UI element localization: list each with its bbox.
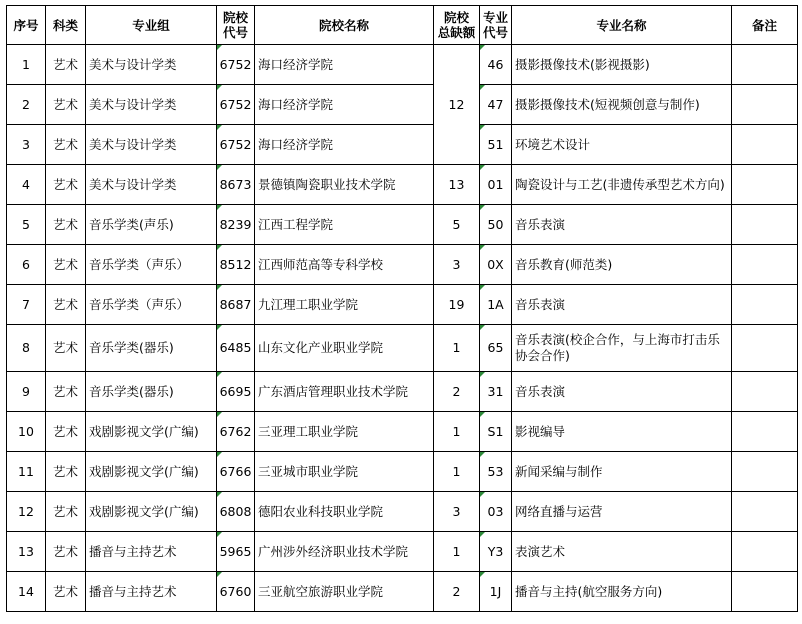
cell-category: 艺术 bbox=[46, 125, 86, 165]
table-row bbox=[7, 45, 798, 85]
cell-category: 艺术 bbox=[46, 572, 86, 612]
cell-school-code: 6760 bbox=[217, 572, 255, 612]
cell-school-code: 6752 bbox=[217, 85, 255, 125]
cell-school-name: 广东酒店管理职业技术学院 bbox=[255, 372, 434, 412]
cell-major-name bbox=[512, 325, 732, 372]
cell-category: 艺术 bbox=[46, 165, 86, 205]
cell-major-code: 47 bbox=[480, 85, 512, 125]
cell-school-code: 6762 bbox=[217, 412, 255, 452]
cell-school-code: 6766 bbox=[217, 452, 255, 492]
cell-major-code: 1J bbox=[480, 572, 512, 612]
cell-major-code: 53 bbox=[480, 452, 512, 492]
header-major-name: 专业名称 bbox=[512, 6, 732, 45]
cell-remark bbox=[732, 372, 798, 412]
table-row bbox=[7, 125, 798, 165]
cell-seq: 9 bbox=[7, 372, 46, 412]
table-row bbox=[7, 325, 798, 372]
cell-major-name: 音乐表演 bbox=[512, 285, 732, 325]
cell-school-name: 景德镇陶瓷职业技术学院 bbox=[255, 165, 434, 205]
cell-category: 艺术 bbox=[46, 85, 86, 125]
cell-school-name: 山东文化产业职业学院 bbox=[255, 325, 434, 372]
cell-school-name: 广州涉外经济职业技术学院 bbox=[255, 532, 434, 572]
cell-major-code: 31 bbox=[480, 372, 512, 412]
table-row bbox=[7, 285, 798, 325]
cell-school-code: 8512 bbox=[217, 245, 255, 285]
cell-remark bbox=[732, 492, 798, 532]
cell-group: 美术与设计学类 bbox=[86, 165, 217, 205]
cell-remark bbox=[732, 452, 798, 492]
cell-seq: 1 bbox=[7, 45, 46, 85]
vacancy-table bbox=[6, 5, 798, 612]
cell-group: 美术与设计学类 bbox=[86, 45, 217, 85]
cell-seq: 11 bbox=[7, 452, 46, 492]
cell-category: 艺术 bbox=[46, 205, 86, 245]
cell-major-code: 51 bbox=[480, 125, 512, 165]
cell-remark bbox=[732, 412, 798, 452]
table-row bbox=[7, 412, 798, 452]
cell-group: 音乐学类(器乐) bbox=[86, 372, 217, 412]
cell-school-code: 6485 bbox=[217, 325, 255, 372]
table-row bbox=[7, 85, 798, 125]
cell-major-name: 音乐教育(师范类) bbox=[512, 245, 732, 285]
cell-group: 播音与主持艺术 bbox=[86, 532, 217, 572]
cell-school-name: 江西师范高等专科学校 bbox=[255, 245, 434, 285]
header-category: 科类 bbox=[46, 6, 86, 45]
header-vacancy bbox=[434, 6, 480, 45]
table-row bbox=[7, 452, 798, 492]
table-row bbox=[7, 532, 798, 572]
header-major-code-line2: 代号 bbox=[482, 25, 508, 40]
cell-major-code: 46 bbox=[480, 45, 512, 85]
cell-remark bbox=[732, 572, 798, 612]
cell-major-name: 陶瓷设计与工艺(非遗传承型艺术方向) bbox=[512, 165, 732, 205]
cell-school-code: 6695 bbox=[217, 372, 255, 412]
cell-school-code: 6808 bbox=[217, 492, 255, 532]
cell-seq: 8 bbox=[7, 325, 46, 372]
cell-school-name: 江西工程学院 bbox=[255, 205, 434, 245]
cell-major-name: 表演艺术 bbox=[512, 532, 732, 572]
cell-major-code: Y3 bbox=[480, 532, 512, 572]
cell-major-name-text: 音乐表演(校企合作，与上海市打击乐协会合作) bbox=[515, 332, 720, 363]
cell-group: 音乐学类（声乐） bbox=[86, 285, 217, 325]
cell-remark bbox=[732, 245, 798, 285]
cell-category: 艺术 bbox=[46, 532, 86, 572]
cell-vacancy: 19 bbox=[434, 285, 480, 325]
cell-category: 艺术 bbox=[46, 372, 86, 412]
header-vacancy-line2: 总缺额 bbox=[437, 25, 476, 40]
cell-major-code: 50 bbox=[480, 205, 512, 245]
cell-vacancy: 13 bbox=[434, 165, 480, 205]
cell-remark bbox=[732, 325, 798, 372]
cell-vacancy: 12 bbox=[434, 45, 480, 165]
cell-category: 艺术 bbox=[46, 325, 86, 372]
cell-group: 播音与主持艺术 bbox=[86, 572, 217, 612]
cell-vacancy: 3 bbox=[434, 245, 480, 285]
table-row bbox=[7, 372, 798, 412]
cell-major-name: 新闻采编与制作 bbox=[512, 452, 732, 492]
cell-remark bbox=[732, 165, 798, 205]
cell-group: 美术与设计学类 bbox=[86, 125, 217, 165]
cell-vacancy: 1 bbox=[434, 325, 480, 372]
cell-seq: 14 bbox=[7, 572, 46, 612]
cell-school-code: 8687 bbox=[217, 285, 255, 325]
cell-seq: 4 bbox=[7, 165, 46, 205]
cell-school-name: 九江理工职业学院 bbox=[255, 285, 434, 325]
cell-major-name: 影视编导 bbox=[512, 412, 732, 452]
cell-category: 艺术 bbox=[46, 452, 86, 492]
cell-major-code: 0X bbox=[480, 245, 512, 285]
cell-category: 艺术 bbox=[46, 412, 86, 452]
cell-vacancy: 1 bbox=[434, 532, 480, 572]
cell-school-name: 海口经济学院 bbox=[255, 45, 434, 85]
cell-major-name: 音乐表演 bbox=[512, 372, 732, 412]
header-school-code bbox=[217, 6, 255, 45]
cell-major-name: 摄影摄像技术(影视摄影) bbox=[512, 45, 732, 85]
cell-major-code: 1A bbox=[480, 285, 512, 325]
cell-school-name: 三亚城市职业学院 bbox=[255, 452, 434, 492]
cell-group: 美术与设计学类 bbox=[86, 85, 217, 125]
header-school-name: 院校名称 bbox=[255, 6, 434, 45]
cell-school-code: 8239 bbox=[217, 205, 255, 245]
cell-school-name: 海口经济学院 bbox=[255, 125, 434, 165]
cell-category: 艺术 bbox=[46, 45, 86, 85]
cell-group: 音乐学类(器乐) bbox=[86, 325, 217, 372]
cell-major-name: 摄影摄像技术(短视频创意与制作) bbox=[512, 85, 732, 125]
cell-category: 艺术 bbox=[46, 245, 86, 285]
cell-vacancy: 2 bbox=[434, 572, 480, 612]
cell-remark bbox=[732, 532, 798, 572]
cell-group: 音乐学类(声乐) bbox=[86, 205, 217, 245]
table-row bbox=[7, 492, 798, 532]
cell-school-code: 6752 bbox=[217, 45, 255, 85]
cell-vacancy: 3 bbox=[434, 492, 480, 532]
cell-remark bbox=[732, 285, 798, 325]
cell-group: 戏剧影视文学(广编) bbox=[86, 412, 217, 452]
cell-remark bbox=[732, 205, 798, 245]
cell-school-name: 三亚理工职业学院 bbox=[255, 412, 434, 452]
table-row bbox=[7, 165, 798, 205]
cell-school-code: 6752 bbox=[217, 125, 255, 165]
admissions-vacancy-sheet bbox=[6, 5, 798, 612]
cell-seq: 7 bbox=[7, 285, 46, 325]
cell-category: 艺术 bbox=[46, 492, 86, 532]
table-row bbox=[7, 572, 798, 612]
cell-major-code: 01 bbox=[480, 165, 512, 205]
cell-major-code: 03 bbox=[480, 492, 512, 532]
cell-seq: 12 bbox=[7, 492, 46, 532]
header-seq: 序号 bbox=[7, 6, 46, 45]
header-remark: 备注 bbox=[732, 6, 798, 45]
cell-major-code: S1 bbox=[480, 412, 512, 452]
cell-major-name: 音乐表演 bbox=[512, 205, 732, 245]
cell-major-name: 播音与主持(航空服务方向) bbox=[512, 572, 732, 612]
table-row bbox=[7, 205, 798, 245]
header-major-code bbox=[480, 6, 512, 45]
cell-major-name: 网络直播与运营 bbox=[512, 492, 732, 532]
cell-remark bbox=[732, 45, 798, 85]
header-vacancy-line1: 院校 bbox=[443, 10, 469, 25]
cell-vacancy: 2 bbox=[434, 372, 480, 412]
cell-major-name: 环境艺术设计 bbox=[512, 125, 732, 165]
cell-seq: 5 bbox=[7, 205, 46, 245]
cell-group: 戏剧影视文学(广编) bbox=[86, 492, 217, 532]
cell-remark bbox=[732, 85, 798, 125]
cell-school-code: 8673 bbox=[217, 165, 255, 205]
table-row bbox=[7, 245, 798, 285]
cell-school-name: 海口经济学院 bbox=[255, 85, 434, 125]
cell-school-name: 三亚航空旅游职业学院 bbox=[255, 572, 434, 612]
cell-major-code: 65 bbox=[480, 325, 512, 372]
cell-category: 艺术 bbox=[46, 285, 86, 325]
header-school-code-line1: 院校 bbox=[222, 10, 248, 25]
cell-vacancy: 1 bbox=[434, 452, 480, 492]
cell-school-code: 5965 bbox=[217, 532, 255, 572]
cell-seq: 10 bbox=[7, 412, 46, 452]
cell-remark bbox=[732, 125, 798, 165]
cell-seq: 3 bbox=[7, 125, 46, 165]
cell-seq: 2 bbox=[7, 85, 46, 125]
cell-seq: 6 bbox=[7, 245, 46, 285]
cell-group: 戏剧影视文学(广编) bbox=[86, 452, 217, 492]
header-row bbox=[7, 6, 798, 45]
cell-group: 音乐学类（声乐） bbox=[86, 245, 217, 285]
header-major-code-line1: 专业 bbox=[482, 10, 508, 25]
cell-vacancy: 5 bbox=[434, 205, 480, 245]
cell-vacancy: 1 bbox=[434, 412, 480, 452]
cell-seq: 13 bbox=[7, 532, 46, 572]
header-group: 专业组 bbox=[86, 6, 217, 45]
header-school-code-line2: 代号 bbox=[222, 25, 248, 40]
cell-school-name: 德阳农业科技职业学院 bbox=[255, 492, 434, 532]
